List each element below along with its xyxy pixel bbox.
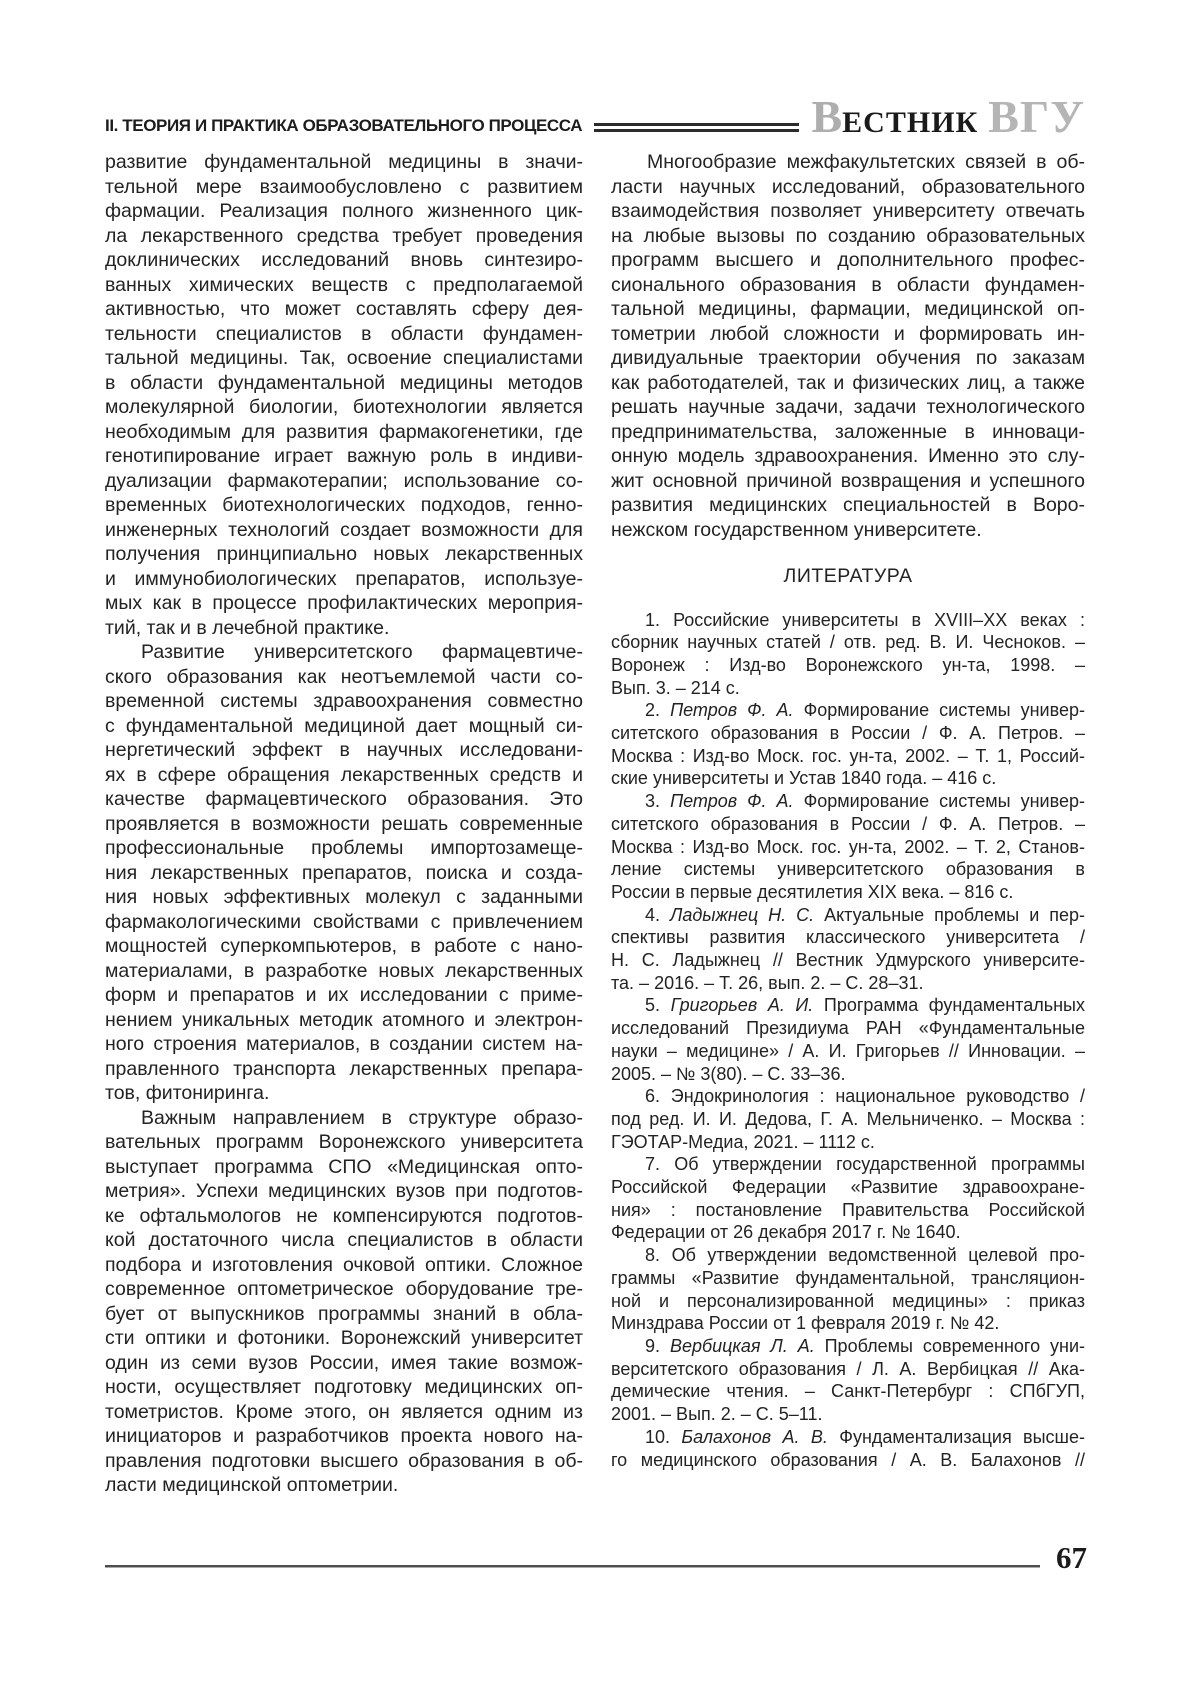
text-line: го медицинского образования / А. В. Балахонов // (611, 1449, 1085, 1470)
text-line: нением уникальных методик атомного и электрон- (105, 1008, 583, 1031)
paragraph (105, 1106, 583, 1498)
text-line: сти оптики и фотоники. Воронежский университет (105, 1327, 583, 1349)
text-line: ского образования как неотъемлемой части со- (105, 665, 583, 688)
text-line: временной системы здравоохранения совместно (105, 690, 583, 712)
text-line: форм и препаратов и их исследовании с приме- (105, 984, 583, 1006)
text-line: кой достаточного числа специалистов в области (105, 1229, 583, 1251)
section-title: II. ТЕОРИЯ И ПРАКТИКА ОБРАЗОВАТЕЛЬНОГО ПРОЦЕССА (105, 116, 583, 135)
text-line: вательных программ Воронежского университета (105, 1131, 583, 1153)
text-line: предпринимательства, заложенные в инноваци- (611, 420, 1085, 443)
text-line: 10. Балахонов А. В. Фундаментализация высше- (645, 1426, 1085, 1447)
text-line: мощностей суперкомпьютеров, в работе с нано- (105, 935, 583, 957)
text-line: нежском государственном университете. (611, 518, 982, 541)
text-line: ситетского образования в России / Ф. А. Петров. – (611, 723, 1085, 744)
text-line: 6. Эндокринология : национальное руководство / (645, 1086, 1085, 1107)
text-line: тельности специалистов в области фундамен- (105, 322, 583, 345)
text-line: развития медицинских специальностей в Воро- (611, 494, 1085, 516)
text-line: мых как в процессе профилактических мероприя- (105, 592, 583, 614)
text-line: ния» : постановление Правительства Российской (611, 1199, 1085, 1220)
text-line: науки – медицине» / А. И. Григорьев // Инновации. – (611, 1040, 1085, 1061)
left-column (105, 150, 583, 1498)
paragraph (611, 150, 1085, 542)
text-line: правленного транспорта лекарственных препара- (105, 1057, 583, 1080)
text-line: 3. Петров Ф. А. Формирование системы универ- (645, 791, 1085, 812)
text-line: ласти медицинской оптометрии. (105, 1474, 399, 1496)
text-line: ности, осуществляет подготовку медицинских оп- (105, 1376, 583, 1398)
reference-list (611, 609, 1085, 1472)
text-line: проявляется в возможности решать современные (105, 812, 583, 835)
text-line: исследований Президиума РАН «Фундаментальные (611, 1018, 1085, 1039)
text-line: Федерации от 26 декабря 2017 г. № 1640. (611, 1222, 961, 1243)
text-line: 4. Ладыжнец Н. С. Актуальные проблемы и пер- (645, 904, 1086, 925)
text-line: тометристов. Кроме этого, он является одним из (105, 1400, 583, 1423)
text-line: 7. Об утверждении государственной программы (645, 1154, 1085, 1175)
text-line: необходимым для развития фармакогенетики, где (105, 420, 583, 443)
text-line: развитие фундаментальной медицины в значи- (105, 151, 583, 173)
paragraph (611, 1085, 1085, 1153)
text-line: онную модель здравоохранения. Именно это слу- (611, 445, 1085, 467)
page-number: 67 (1056, 1540, 1087, 1575)
text-line: материалами, в разработке новых лекарственных (105, 959, 583, 982)
right-column-body (611, 150, 1085, 542)
text-line: ГЭОТАР-Медиа, 2021. – 1112 с. (611, 1131, 875, 1152)
text-line: Важным направлением в структуре образо- (141, 1106, 583, 1129)
text-line: Воронеж : Изд-во Воронежского ун-та, 1998. – (611, 654, 1085, 675)
paragraph (611, 1335, 1085, 1426)
two-column-layout (105, 150, 1085, 1498)
text-line: 5. Григорьев А. И. Программа фундаментальных (645, 995, 1085, 1016)
journal-logo-abbr: ВГУ (988, 91, 1085, 142)
text-line: сборник научных статей / отв. ред. В. И. Чесноков. – (611, 632, 1085, 653)
text-line: тальной медицины, фармации, медицинской оп- (611, 298, 1085, 320)
text-line: фармакологическими свойствами с привлечением (105, 910, 583, 933)
text-line: Москва : Изд-во Моск. гос. ун-та, 2002. – Т. 1, Россий- (611, 745, 1085, 766)
text-line: генотипирование играет важную роль в индиви- (105, 445, 583, 467)
paragraph (611, 609, 1085, 700)
text-line: правления подготовки высшего образования в об- (105, 1449, 583, 1472)
text-line: ния лекарственных препаратов, поиска и созда- (105, 861, 583, 884)
footer-rule (105, 1565, 1040, 1568)
paragraph (611, 699, 1085, 790)
text-line: Минздрава России от 1 февраля 2019 г. № 42. (611, 1313, 1000, 1334)
text-line: 9. Вербицкая Л. А. Проблемы современного уни- (645, 1336, 1085, 1356)
text-line: 2001. – Вып. 2. – С. 5–11. (611, 1404, 823, 1425)
text-line: 2. Петров Ф. А. Формирование системы универ- (645, 700, 1085, 721)
journal-logo (811, 91, 1085, 142)
text-line: жит основной причиной возвращения и успешного (611, 469, 1085, 492)
text-line: тов, фитониринга. (105, 1082, 270, 1104)
journal-logo-rest: ЕСТНИК (842, 106, 979, 139)
text-line: один из семи вузов России, имея такие возмож- (105, 1351, 583, 1374)
text-line: Многообразие межфакультетских связей в об- (647, 151, 1085, 173)
text-line: инициаторов и разработчиков проекта нового на- (105, 1425, 583, 1447)
paragraph (611, 1153, 1085, 1244)
text-line: ление системы университетского образования в (611, 859, 1085, 880)
text-line: тельной мере взаимообусловлено с развитием (105, 175, 583, 198)
text-line: ла лекарственного средства требует проведения (105, 224, 583, 247)
text-line: ситетского образования в России / Ф. А. Петров. – (611, 813, 1085, 834)
text-line: дуализации фармакотерапии; использование со- (105, 469, 583, 492)
text-line: тальной медицины. Так, освоение специалистами (105, 347, 583, 369)
text-line: тий, так и в лечебной практике. (105, 616, 390, 639)
paragraph (611, 994, 1085, 1085)
text-line: современное оптометрическое оборудование тре- (105, 1278, 583, 1300)
text-line: выступает программа СПО «Медицинская опто- (105, 1155, 583, 1178)
header-double-rule (594, 123, 799, 132)
text-line: демические чтения. – Санкт-Петербург : СПбГУП, (611, 1381, 1085, 1402)
text-line: фармации. Реализация полного жизненного цик- (105, 200, 583, 222)
text-line: Российской Федерации «Развитие здравоохране- (611, 1177, 1085, 1198)
text-line: молекулярной биологии, биотехнологии является (105, 396, 583, 418)
text-line: под ред. И. И. Дедова, Г. А. Мельниченко. – Москва : (611, 1108, 1085, 1129)
paragraph (611, 1244, 1085, 1335)
text-line: 1. Российские университеты в XVIII–XX веках : (645, 609, 1085, 630)
paragraph (611, 1426, 1085, 1471)
text-line: Москва : Изд-во Моск. гос. ун-та, 2002. – Т. 2, Станов- (611, 836, 1085, 857)
text-line: с фундаментальной медициной дает мощный си- (105, 714, 583, 737)
text-line: как работодателей, так и физических лиц, а также (611, 371, 1085, 394)
paragraph (611, 904, 1085, 995)
text-line: качестве фармацевтического образования. Это (105, 788, 583, 810)
text-line: подбора и изготовления очковой оптики. Сложное (105, 1253, 583, 1276)
journal-logo-initial: В (811, 91, 843, 142)
text-line: программ высшего и дополнительного профес- (611, 249, 1085, 271)
text-line: получения принципиально новых лекарственных (105, 543, 583, 565)
text-line: Развитие университетского фармацевтиче- (141, 641, 583, 663)
text-line: ке офтальмологов не компенсируются подготов- (105, 1204, 583, 1227)
text-line: нергетический эффект в научных исследовани- (105, 739, 583, 761)
text-line: ной и персонализированной медицины» : приказ (611, 1290, 1085, 1311)
text-line: сионального образования в области фундамен- (611, 273, 1085, 296)
text-line: бует от выпускников программы знаний в обла- (105, 1302, 583, 1325)
text-line: доклинических исследований вновь синтезиро- (105, 249, 583, 271)
text-line: дивидуальные траектории обучения по заказам (611, 347, 1085, 369)
page-header (105, 92, 1085, 140)
paragraph (105, 150, 583, 640)
text-line: 8. Об утверждении ведомственной целевой про- (645, 1245, 1085, 1266)
text-line: метрия». Успехи медицинских вузов при подготов- (105, 1180, 583, 1202)
text-line: ях в сфере обращения лекарственных средств и (105, 763, 583, 786)
paragraph (105, 640, 583, 1106)
text-line: в области фундаментальной медицины методов (105, 371, 583, 394)
text-line: ласти научных исследований, образовательного (611, 175, 1085, 198)
right-column (611, 150, 1085, 1498)
text-line: ния новых эффективных молекул с заданными (105, 886, 583, 908)
text-line: ские университеты и Устав 1840 года. – 416 с. (611, 768, 997, 789)
text-line: тометрии любой сложности и формировать ин- (611, 322, 1085, 345)
text-line: на любые вызовы по созданию образовательных (611, 224, 1085, 247)
text-line: ного строения материалов, в создании систем на- (105, 1033, 583, 1055)
text-line: Вып. 3. – 214 с. (611, 677, 740, 698)
text-line: та. – 2016. – Т. 26, вып. 2. – С. 28–31. (611, 972, 924, 993)
text-line: решать научные задачи, задачи технологического (611, 396, 1085, 418)
text-line: спективы развития классического университета / (611, 927, 1085, 948)
paragraph (611, 790, 1085, 904)
text-line: инженерных технологий создает возможности для (105, 518, 583, 541)
text-line: верситетского образования / Л. А. Вербицкая // Ака- (611, 1358, 1085, 1379)
text-line: Н. С. Ладыжнец // Вестник Удмурского университе- (611, 950, 1085, 971)
text-line: России в первые десятилетия XIX века. – 816 с. (611, 881, 1014, 902)
text-line: ванных химических веществ с предполагаемой (105, 273, 583, 296)
text-line: и иммунобиологических препаратов, используе- (105, 567, 583, 590)
text-line: временных биотехнологических подходов, генно- (105, 494, 583, 516)
text-line: активностью, что может составлять сферу дея- (105, 298, 583, 320)
text-line: взаимодействия позволяет университету отвечать (611, 200, 1085, 222)
text-line: профессиональные проблемы импортозамеще- (105, 837, 583, 859)
text-line: 2005. – № 3(80). – С. 33–36. (611, 1063, 846, 1084)
text-line: граммы «Развитие фундаментальной, трансляцион- (611, 1267, 1085, 1288)
literature-heading: ЛИТЕРАТУРА (783, 565, 913, 587)
